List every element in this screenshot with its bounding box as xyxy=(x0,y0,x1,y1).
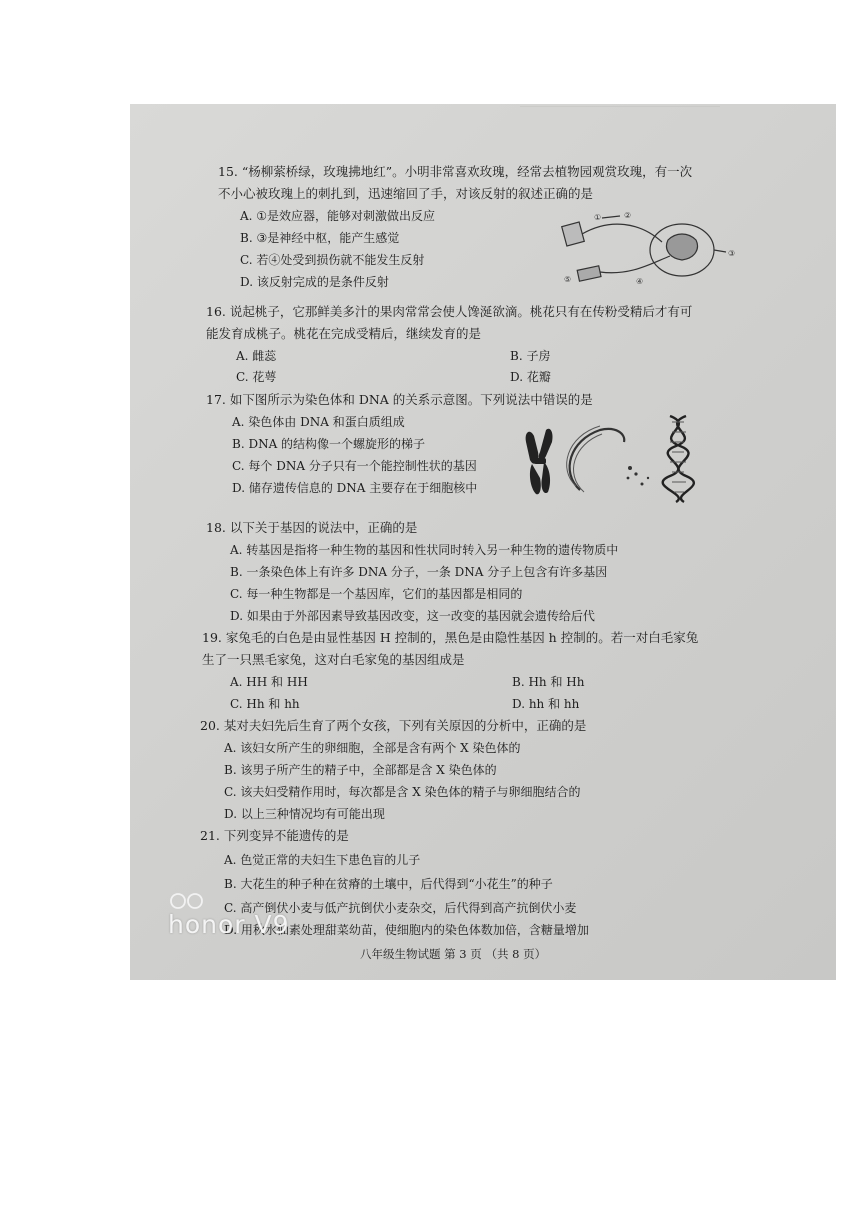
q20-option-a: A. 该妇女所产生的卵细胞，全部是含有两个 X 染色体的 xyxy=(224,741,521,755)
fig15-label-5: ⑤ xyxy=(564,275,572,284)
q15-stem-line1: 15. “杨柳萦桥绿，玫瑰拂地红”。小明非常喜欢玫瑰，经常去植物园观赏玫瑰，有一次 xyxy=(218,164,693,179)
q15-option-d: D. 该反射完成的是条件反射 xyxy=(240,275,389,289)
q15-option-c: C. 若④处受到损伤就不能发生反射 xyxy=(240,253,425,267)
q17-option-c: C. 每个 DNA 分子只有一个能控制性状的基因 xyxy=(232,459,477,473)
q20-stem: 20. 某对夫妇先后生育了两个女孩，下列有关原因的分析中，正确的是 xyxy=(200,718,587,733)
q15-stem-line2: 不小心被玫瑰上的刺扎到，迅速缩回了手，对该反射的叙述正确的是 xyxy=(218,186,594,201)
q19-option-b: B. Hh 和 Hh xyxy=(512,675,585,689)
q21-option-b: B. 大花生的种子种在贫瘠的土壤中，后代得到“小花生”的种子 xyxy=(224,877,553,891)
camera-watermark: honor V9 xyxy=(168,910,290,939)
q18-option-a: A. 转基因是指将一种生物的基因和性状同时转入另一种生物的遗传物质中 xyxy=(230,543,619,557)
reflex-arc-figure xyxy=(550,212,740,290)
q21-option-a: A. 色觉正常的夫妇生下患色盲的儿子 xyxy=(224,853,421,867)
q16-option-d: D. 花瓣 xyxy=(510,370,551,384)
q20-option-b: B. 该男子所产生的精子中，全部都是含 X 染色体的 xyxy=(224,763,497,777)
q17-option-d: D. 储存遗传信息的 DNA 主要存在于细胞核中 xyxy=(232,481,478,495)
q18-option-c: C. 每一种生物都是一个基因库，它们的基因都是相同的 xyxy=(230,587,523,601)
q15-option-b: B. ③是神经中枢，能产生感觉 xyxy=(240,231,400,245)
q19-option-a: A. HH 和 HH xyxy=(230,675,308,689)
q16-stem-line2: 能发育成桃子。桃花在完成受精后，继续发育的是 xyxy=(206,326,482,341)
fig15-label-2: ② xyxy=(624,212,632,220)
q16-option-c: C. 花萼 xyxy=(236,370,277,384)
q17-option-a: A. 染色体由 DNA 和蛋白质组成 xyxy=(232,415,405,429)
chromosome-dna-figure xyxy=(520,412,710,504)
q15-option-a: A. ①是效应器，能够对刺激做出反应 xyxy=(240,209,436,223)
q18-option-b: B. 一条染色体上有许多 DNA 分子，一条 DNA 分子上包含有许多基因 xyxy=(230,565,608,579)
q16-option-b: B. 子房 xyxy=(510,349,551,363)
q21-option-d: D. 用秋水仙素处理甜菜幼苗，使细胞内的染色体数加倍，含糖量增加 xyxy=(224,923,589,937)
q17-option-b: B. DNA 的结构像一个螺旋形的梯子 xyxy=(232,437,426,451)
q18-option-d: D. 如果由于外部因素导致基因改变，这一改变的基因就会遗传给后代 xyxy=(230,609,595,623)
q18-stem: 18. 以下关于基因的说法中，正确的是 xyxy=(206,520,418,535)
q16-stem-line1: 16. 说起桃子，它那鲜美多汁的果肉常常会使人馋涎欲滴。桃花只有在传粉受精后才有可 xyxy=(206,304,693,319)
q16-option-a: A. 雌蕊 xyxy=(236,349,277,363)
page-footer: 八年级生物试题 第 3 页 （共 8 页） xyxy=(360,947,547,961)
q20-option-d: D. 以上三种情况均有可能出现 xyxy=(224,807,385,821)
watermark-rings-icon xyxy=(168,892,208,910)
q19-option-d: D. hh 和 hh xyxy=(512,697,580,711)
q20-option-c: C. 该夫妇受精作用时，每次都是含 X 染色体的精子与卵细胞结合的 xyxy=(224,785,581,799)
q21-option-c: C. 高产倒伏小麦与低产抗倒伏小麦杂交，后代得到高产抗倒伏小麦 xyxy=(224,901,577,915)
fig15-label-1: ① xyxy=(594,213,602,222)
fig15-label-3: ③ xyxy=(728,249,736,258)
q17-stem: 17. 如下图所示为染色体和 DNA 的关系示意图。下列说法中错误的是 xyxy=(206,392,593,407)
q21-stem: 21. 下列变异不能遗传的是 xyxy=(200,828,349,843)
q19-stem-line1: 19. 家兔毛的白色是由显性基因 H 控制的，黑色是由隐性基因 h 控制的。若一对白毛家兔 xyxy=(202,630,699,645)
q19-option-c: C. Hh 和 hh xyxy=(230,697,300,711)
fig15-label-4: ④ xyxy=(636,277,644,286)
q19-stem-line2: 生了一只黑毛家兔，这对白毛家兔的基因组成是 xyxy=(202,652,465,667)
